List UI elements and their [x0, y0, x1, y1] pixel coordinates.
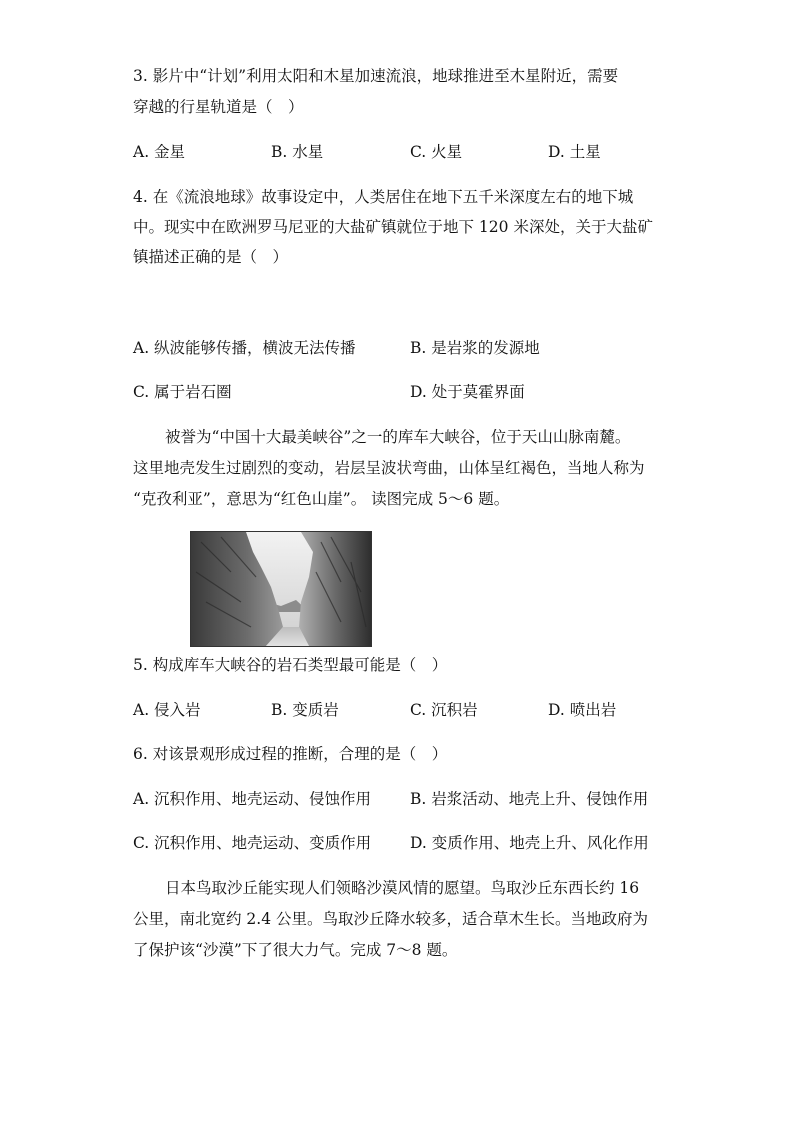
- q4-option-b: B. 是岩浆的发源地: [410, 339, 540, 357]
- passage1-line2: 这里地壳发生过剧烈的变动，岩层呈波状弯曲，山体呈红褐色，当地人称为: [133, 459, 645, 477]
- canyon-photo: [190, 531, 372, 647]
- q6-option-a: A. 沉积作用、地壳运动、侵蚀作用: [133, 790, 372, 808]
- q6-option-c: C. 沉积作用、地壳运动、变质作用: [133, 834, 372, 852]
- q6-stem: 6. 对该景观形成过程的推断，合理的是（ ）: [133, 745, 448, 763]
- q4-stem-line1: 4. 在《流浪地球》故事设定中，人类居住在地下五千米深度左右的地下城: [133, 188, 634, 206]
- q4-option-c: C. 属于岩石圈: [133, 383, 232, 401]
- q3-stem-line2: 穿越的行星轨道是（ ）: [133, 98, 304, 116]
- passage2-line2: 公里，南北宽约 2.4 公里。鸟取沙丘降水较多，适合草木生长。当地政府为: [133, 910, 649, 928]
- q4-option-a: A. 纵波能够传播，横波无法传播: [133, 339, 356, 357]
- q3-option-a: A. 金星: [133, 143, 186, 161]
- q6-option-d: D. 变质作用、地壳上升、风化作用: [410, 834, 649, 852]
- passage1-line3: “克孜利亚”，意思为“红色山崖”。 读图完成 5～6 题。: [133, 490, 510, 508]
- q4-stem-line3: 镇描述正确的是（ ）: [133, 248, 289, 266]
- q3-stem-line1: 3. 影片中“计划”利用太阳和木星加速流浪，地球推进至木星附近，需要: [133, 67, 619, 85]
- passage1-line1: 被誉为“中国十大最美峡谷”之一的库车大峡谷，位于天山山脉南麓。: [165, 428, 631, 446]
- q3-option-c: C. 火星: [410, 143, 463, 161]
- passage2-line3: 了保护该“沙漠”下了很大力气。完成 7～8 题。: [133, 941, 458, 959]
- q5-option-d: D. 喷出岩: [548, 701, 617, 719]
- q5-option-a: A. 侵入岩: [133, 701, 201, 719]
- q6-option-b: B. 岩浆活动、地壳上升、侵蚀作用: [410, 790, 649, 808]
- q4-option-d: D. 处于莫霍界面: [410, 383, 525, 401]
- passage2-line1: 日本鸟取沙丘能实现人们领略沙漠风情的愿望。鸟取沙丘东西长约 16: [165, 879, 640, 897]
- q5-option-b: B. 变质岩: [271, 701, 339, 719]
- q5-stem: 5. 构成库车大峡谷的岩石类型最可能是（ ）: [133, 656, 448, 674]
- q4-stem-line2: 中。现实中在欧洲罗马尼亚的大盐矿镇就位于地下 120 米深处，关于大盐矿: [133, 218, 653, 236]
- q3-option-b: B. 水星: [271, 143, 324, 161]
- q3-option-d: D. 土星: [548, 143, 601, 161]
- q5-option-c: C. 沉积岩: [410, 701, 478, 719]
